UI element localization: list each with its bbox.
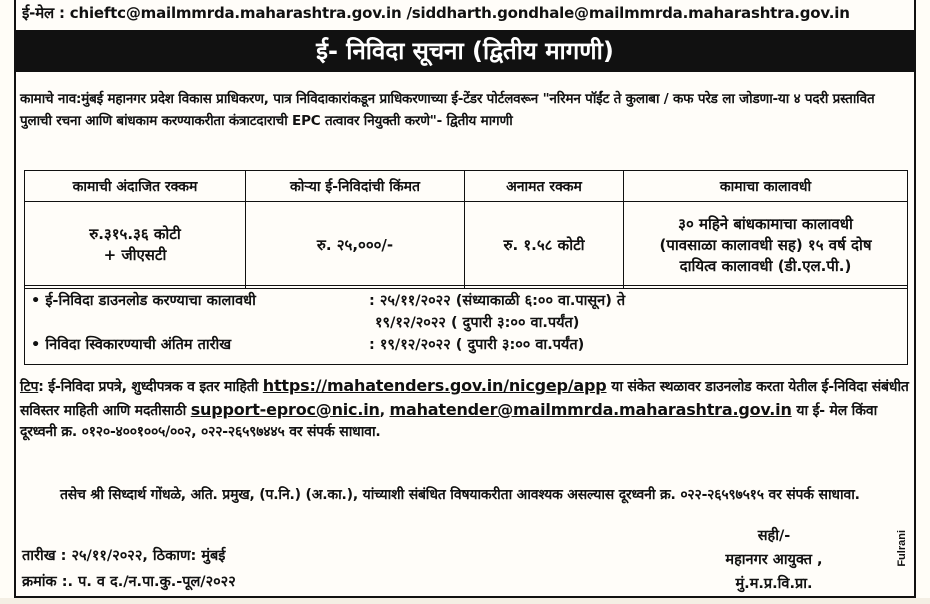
schedule-box	[24, 285, 908, 365]
cell-form-cost: रु. २५,०००/-	[246, 202, 465, 289]
cell-work-period	[624, 202, 908, 289]
signature: सही/-	[757, 528, 791, 544]
tip-text1: : ई-निविदा प्रपत्रे, शुध्दीपत्रक व इतर माहिती	[38, 379, 259, 395]
col-estimated-amount: कामाची अंदाजित रक्कम	[25, 171, 246, 202]
download-period-row2	[31, 312, 901, 334]
tip-text2: या संकेत स्थळावर डाउनलोड करता येतील ई-निविदा संबंधीत सविस्तर माहिती आणि मदतीसाठी	[20, 379, 909, 419]
amount-line1: रु.३१५.३६ कोटी	[89, 225, 181, 243]
organization: मुं.म.प्र.वि.प्रा.	[735, 576, 813, 592]
agency-vertical-text: Fulrani	[896, 530, 908, 567]
table-header-row	[25, 171, 908, 202]
tip-separator: ,	[379, 402, 385, 419]
col-form-cost: कोऱ्या ई-निविदांची किंमत	[246, 171, 465, 202]
download-label: • ई-निविदा डाउनलोड करण्याचा कालावधी	[31, 293, 256, 309]
col-work-period: कामाचा कालावधी	[624, 171, 908, 202]
mahatender-email-link[interactable]: mahatender@mailmmrda.maharashtra.gov.in	[389, 399, 792, 419]
col-deposit: अनामत रक्कम	[465, 171, 624, 202]
mahatenders-link[interactable]: https://mahatenders.gov.in/nicgep/app	[262, 376, 607, 395]
contact-paragraph: तसेच श्री सिध्दार्थ गोंधळे, अति. प्रमुख, (प.नि.) (अ.का.), यांच्याशी संबंधित विषयाकरीता आवश्यक असल्यास दूरध्वनी क्र. ०२२-२६५९७५१५ वर संपर्क साधावा.	[60, 487, 860, 503]
accept-label: • निविदा स्विकारण्याची अंतिम तारीख	[31, 337, 232, 353]
notice-frame	[14, 0, 916, 598]
period-line2: (पावसाळा कालावधी सह) १५ वर्ष दोष	[659, 235, 872, 254]
download-value1: : २५/११/२०२२ (संध्याकाळी ६:०० वा.पासून) ते	[369, 293, 626, 309]
table-row	[25, 202, 908, 289]
date-block	[22, 543, 542, 595]
bottom-strip	[0, 598, 930, 604]
accept-date-row	[31, 334, 901, 356]
designation: महानगर आयुक्त ,	[725, 552, 823, 568]
notice-title: ई- निविदा सूचना (द्वितीय मागणी)	[16, 30, 914, 72]
signature-block	[674, 524, 874, 596]
tip-paragraph	[20, 375, 912, 444]
tender-table	[24, 170, 908, 289]
period-line3: दायित्व कालावधी (डी.एल.पी.)	[679, 256, 852, 275]
date-line: तारीख : २५/११/२०२२, ठिकाण: मुंबई	[22, 548, 226, 564]
reference-line: क्रमांक :. प. व द./न.पा.कु.-पूल/२०२२	[22, 574, 236, 590]
tip-label: टिप	[20, 379, 39, 395]
email-line: ई-मेल : chieftc@mailmmrda.maharashtra.gov.in /siddharth.gondhale@mailmmrda.maharashtra.gov.in	[22, 4, 850, 22]
download-period-row	[31, 290, 901, 312]
cell-estimated-amount	[25, 202, 246, 289]
period-line1: ३० महिने बांधकामाचा कालावधी	[678, 214, 853, 233]
support-email-link[interactable]: support-eproc@nic.in	[190, 399, 380, 419]
tip-text3: या ई- मेल किंवा दूरध्वनी क्र. ०१२०-४००१००५/००२, ०२२-२६५९७४४५ वर संपर्क साधावा.	[20, 402, 878, 440]
amount-line2: + जीएसटी	[103, 246, 167, 264]
cell-deposit: रु. १.५८ कोटी	[465, 202, 624, 289]
accept-value: : १९/१२/२०२२ ( दुपारी ३:०० वा.पर्यंत)	[369, 337, 585, 353]
download-value2: १९/१२/२०२२ ( दुपारी ३:०० वा.पर्यंत)	[375, 315, 580, 331]
work-description: कामाचे नाव:मुंबई महानगर प्रदेश विकास प्राधिकरण, पात्र निविदाकारांकडून प्राधिकरणाच्या ई-टेंडर पोर्टलवरून "नरिमन पॉईंट ते कुलाबा / कफ परेड ला जोडणा-या ४ पदरी प्रस्तावित पुलाची रचना आणि बांधकाम करण्याकरीता कंत्राटदाराची EPC तत्वावर नियुक्ती करणे"- द्वितीय मागणी	[20, 91, 875, 129]
